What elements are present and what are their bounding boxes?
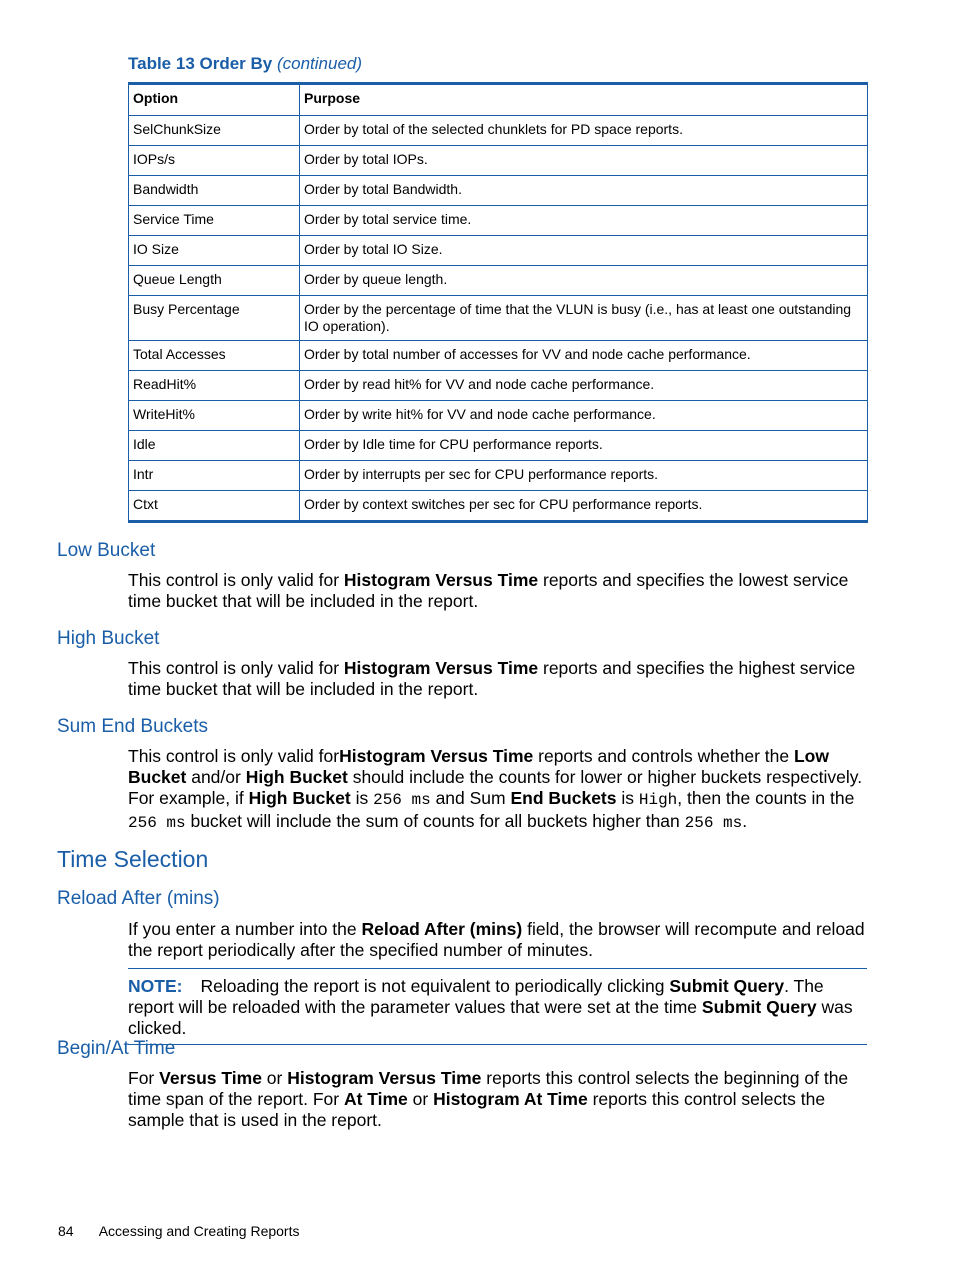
text-run: or: [407, 1089, 434, 1109]
purpose-cell: Order by interrupts per sec for CPU performance reports.: [300, 461, 868, 491]
purpose-cell: Order by total of the selected chunklets for PD space reports.: [300, 116, 868, 146]
table-caption: [128, 54, 362, 74]
paragraph-high-bucket: [128, 658, 870, 700]
option-cell: Intr: [129, 461, 300, 491]
table-row: [129, 431, 868, 461]
option-cell: Idle: [129, 431, 300, 461]
purpose-cell: Order by Idle time for CPU performance reports.: [300, 431, 868, 461]
paragraph-reload-after: [128, 919, 870, 961]
page-number: 84: [58, 1223, 74, 1239]
bold-term: Submit Query: [701, 997, 817, 1017]
option-cell: Queue Length: [129, 266, 300, 296]
heading-sum-end-buckets: Sum End Buckets: [57, 716, 209, 737]
option-cell: Ctxt: [129, 491, 300, 522]
table-caption-suffix: (continued): [276, 54, 363, 73]
option-cell: Bandwidth: [129, 176, 300, 206]
table-row: [129, 491, 868, 522]
table-caption-title: Table 13 Order By: [128, 54, 273, 73]
text-run: is: [616, 788, 639, 808]
bold-term: Histogram Versus Time: [339, 746, 534, 766]
text-run: This control is only valid for: [128, 570, 344, 590]
table-row: [129, 176, 868, 206]
text-run: Reloading the report is not equivalent to periodically clicking: [200, 976, 670, 996]
option-cell: WriteHit%: [129, 401, 300, 431]
text-run: reports and specifies the highest service time bucket that will be included in the report.: [128, 658, 856, 699]
purpose-cell: Order by write hit% for VV and node cache performance.: [300, 401, 868, 431]
bold-term: Low Bucket: [128, 746, 829, 787]
table-row: [129, 266, 868, 296]
text-run: reports this control selects the sample that is used in the report.: [128, 1089, 826, 1130]
table-row: [129, 341, 868, 371]
text-run: was clicked.: [128, 997, 853, 1038]
paragraph-begin-at-time: [128, 1068, 870, 1131]
bold-term: Histogram Versus Time: [287, 1068, 482, 1088]
code-value: High: [638, 791, 678, 809]
bold-term: High Bucket: [245, 767, 348, 787]
text-run: field, the browser will recompute and reload the report periodically after the specified number of minutes.: [128, 919, 865, 960]
text-run: reports and specifies the lowest service time bucket that will be included in the report.: [128, 570, 849, 611]
purpose-cell: Order by context switches per sec for CPU performance reports.: [300, 491, 868, 522]
note-label: NOTE:: [128, 976, 183, 996]
option-cell: SelChunkSize: [129, 116, 300, 146]
option-cell: Total Accesses: [129, 341, 300, 371]
bold-term: At Time: [343, 1089, 408, 1109]
bold-term: Histogram Versus Time: [343, 658, 539, 678]
heading-reload-after: Reload After (mins): [57, 888, 220, 909]
table-row: [129, 401, 868, 431]
code-value: 256 ms: [373, 791, 431, 809]
table-row: [129, 296, 868, 341]
text-run: reports this control selects the beginning of the time span of the report. For: [128, 1068, 849, 1109]
text-run: bucket will include the sum of counts for all buckets higher than: [185, 811, 685, 831]
text-run: or: [261, 1068, 288, 1088]
table-row: [129, 371, 868, 401]
option-cell: Busy Percentage: [129, 296, 300, 341]
text-run: reports and controls whether the: [533, 746, 794, 766]
table-header-row: [129, 84, 868, 116]
heading-low-bucket: Low Bucket: [57, 540, 156, 561]
page-footer: [58, 1223, 299, 1239]
table-row: [129, 236, 868, 266]
text-run: This control is only valid for: [128, 746, 340, 766]
text-run: .: [742, 811, 748, 831]
text-run: If you enter a number into the: [128, 919, 362, 939]
bold-term: High Bucket: [248, 788, 351, 808]
note-box: [128, 968, 867, 1045]
table-row: [129, 146, 868, 176]
text-run: is: [350, 788, 374, 808]
table-row: [129, 206, 868, 236]
purpose-cell: Order by read hit% for VV and node cache performance.: [300, 371, 868, 401]
paragraph-sum-end-buckets: [128, 746, 870, 834]
code-value: 256 ms: [128, 814, 186, 832]
heading-begin-at-time: Begin/At Time: [57, 1038, 176, 1059]
text-run: and Sum: [430, 788, 511, 808]
bold-term: Versus Time: [159, 1068, 262, 1088]
text-run: and/or: [186, 767, 246, 787]
bold-term: Reload After (mins): [361, 919, 523, 939]
option-cell: ReadHit%: [129, 371, 300, 401]
purpose-cell: Order by total Bandwidth.: [300, 176, 868, 206]
purpose-cell: Order by total IOPs.: [300, 146, 868, 176]
text-run: . The report will be reloaded with the parameter values that were set at the time: [128, 976, 824, 1017]
bold-term: Histogram Versus Time: [343, 570, 539, 590]
table-row: [129, 116, 868, 146]
bold-term: Histogram At Time: [433, 1089, 588, 1109]
table-row: [129, 461, 868, 491]
paragraph-low-bucket: [128, 570, 870, 612]
purpose-cell: Order by total number of accesses for VV and node cache performance.: [300, 341, 868, 371]
text-run: , then the counts in the: [677, 788, 855, 808]
code-value: 256 ms: [684, 814, 743, 832]
header-purpose: Purpose: [300, 84, 868, 116]
text-run: should include the counts for lower or higher buckets respectively. For example, if: [128, 767, 863, 808]
text-run: For: [128, 1068, 160, 1088]
purpose-cell: Order by queue length.: [300, 266, 868, 296]
order-by-table: [128, 82, 868, 523]
purpose-cell: Order by the percentage of time that the VLUN is busy (i.e., has at least one outstanding IO operation).: [300, 296, 868, 341]
heading-high-bucket: High Bucket: [57, 628, 160, 649]
header-option: Option: [129, 84, 300, 116]
bold-term: Submit Query: [669, 976, 785, 996]
bold-term: End Buckets: [510, 788, 617, 808]
option-cell: Service Time: [129, 206, 300, 236]
purpose-cell: Order by total service time.: [300, 206, 868, 236]
text-run: This control is only valid for: [128, 658, 344, 678]
purpose-cell: Order by total IO Size.: [300, 236, 868, 266]
option-cell: IOPs/s: [129, 146, 300, 176]
footer-section-title: Accessing and Creating Reports: [98, 1223, 300, 1239]
option-cell: IO Size: [129, 236, 300, 266]
heading-time-selection: Time Selection: [57, 846, 209, 872]
